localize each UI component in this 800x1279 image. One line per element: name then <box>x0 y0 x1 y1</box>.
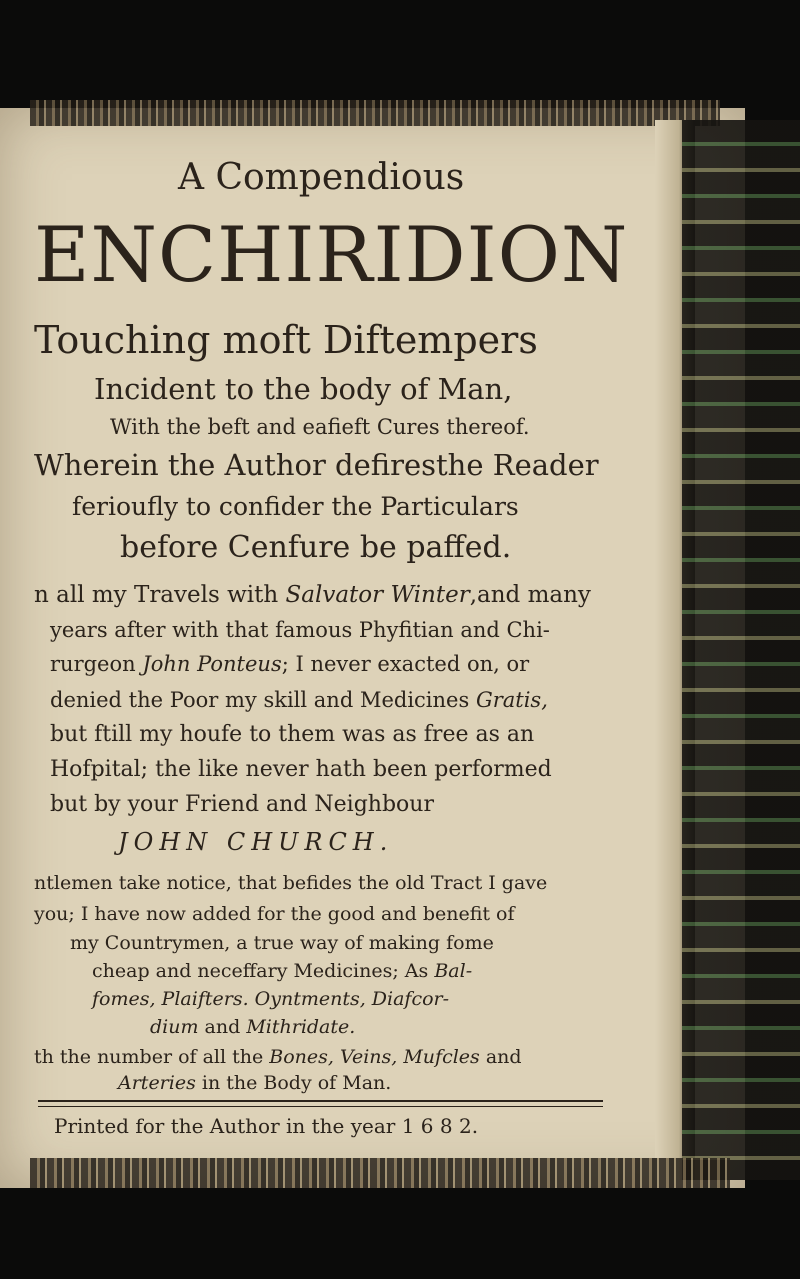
body-line-4 <box>50 688 548 712</box>
title-line-1: A Compendious <box>178 157 465 198</box>
divider-rule <box>38 1100 603 1107</box>
bottom-binding-edge <box>30 1158 730 1188</box>
body-line-1 <box>34 582 591 608</box>
and-word: and <box>204 1016 241 1038</box>
body-line-2: years after with that famous Phyfitian and Chi- <box>50 618 550 642</box>
diascordium: dium <box>150 1016 199 1038</box>
body-line-3-end: ; I never exacted on, or <box>281 652 530 676</box>
subtitle-line-4: Wherein the Author defiresthe Reader <box>34 448 599 482</box>
subtitle-line-1: Touching moft Diftempers <box>34 318 538 362</box>
notice-line-4-text: cheap and neceffary Medicines; As <box>92 960 429 982</box>
subtitle-line-5: ferioufly to confider the Particulars <box>72 492 519 521</box>
notice-line-8 <box>118 1072 391 1094</box>
mithridate: Mithridate. <box>246 1016 356 1038</box>
subtitle-line-3: With the beft and eafieft Cures thereof. <box>110 415 530 439</box>
body-line-3 <box>50 652 529 676</box>
notice-line-7 <box>34 1046 522 1068</box>
author-signature: JOHN CHURCH. <box>118 828 394 856</box>
notice-line-1: ntlemen take notice, that befides the old Tract I gave <box>34 872 548 894</box>
notice-line-5: fomes, Plaifters. Oyntments, Diafcor- <box>92 988 450 1010</box>
top-binding-edge <box>30 100 720 126</box>
gratis: Gratis, <box>475 688 548 712</box>
notice-line-2: you; I have now added for the good and benefit of <box>34 903 515 925</box>
title-line-2: ENCHIRIDION <box>34 210 629 299</box>
body-line-6: Hofpital; the like never hath been performed <box>50 757 552 782</box>
body-line-1-end: ,and many <box>469 582 591 608</box>
anatomy-terms: Bones, Veins, Mufcles <box>269 1046 480 1068</box>
subtitle-line-2: Incident to the body of Man, <box>94 372 513 406</box>
right-binding-edge <box>682 120 800 1180</box>
salvator-winter: Salvator Winter <box>285 582 470 608</box>
body-line-5: but ftill my houfe to them was as free as an <box>50 722 535 747</box>
and-word-2: and <box>485 1046 522 1068</box>
body-line-3-text: rurgeon <box>50 652 136 676</box>
john-ponteus: John Ponteus <box>142 652 282 676</box>
subtitle-line-6: before Cenfure be paffed. <box>120 530 512 565</box>
imprint: Printed for the Author in the year 1 6 8 2. <box>54 1114 479 1138</box>
notice-line-7-text: th the number of all the <box>34 1046 264 1068</box>
notice-line-3: my Countrymen, a true way of making fome <box>70 932 494 954</box>
body-line-1-text: n all my Travels with <box>34 582 279 608</box>
body-line-7: but by your Friend and Neighbour <box>50 792 434 817</box>
arteries: Arteries <box>118 1072 196 1094</box>
body-line-4-text: denied the Poor my skill and Medicines <box>50 688 470 712</box>
notice-line-8-end: in the Body of Man. <box>201 1072 392 1094</box>
notice-line-4 <box>92 960 472 982</box>
balsomes: Bal- <box>434 960 473 982</box>
notice-line-6 <box>150 1016 355 1038</box>
